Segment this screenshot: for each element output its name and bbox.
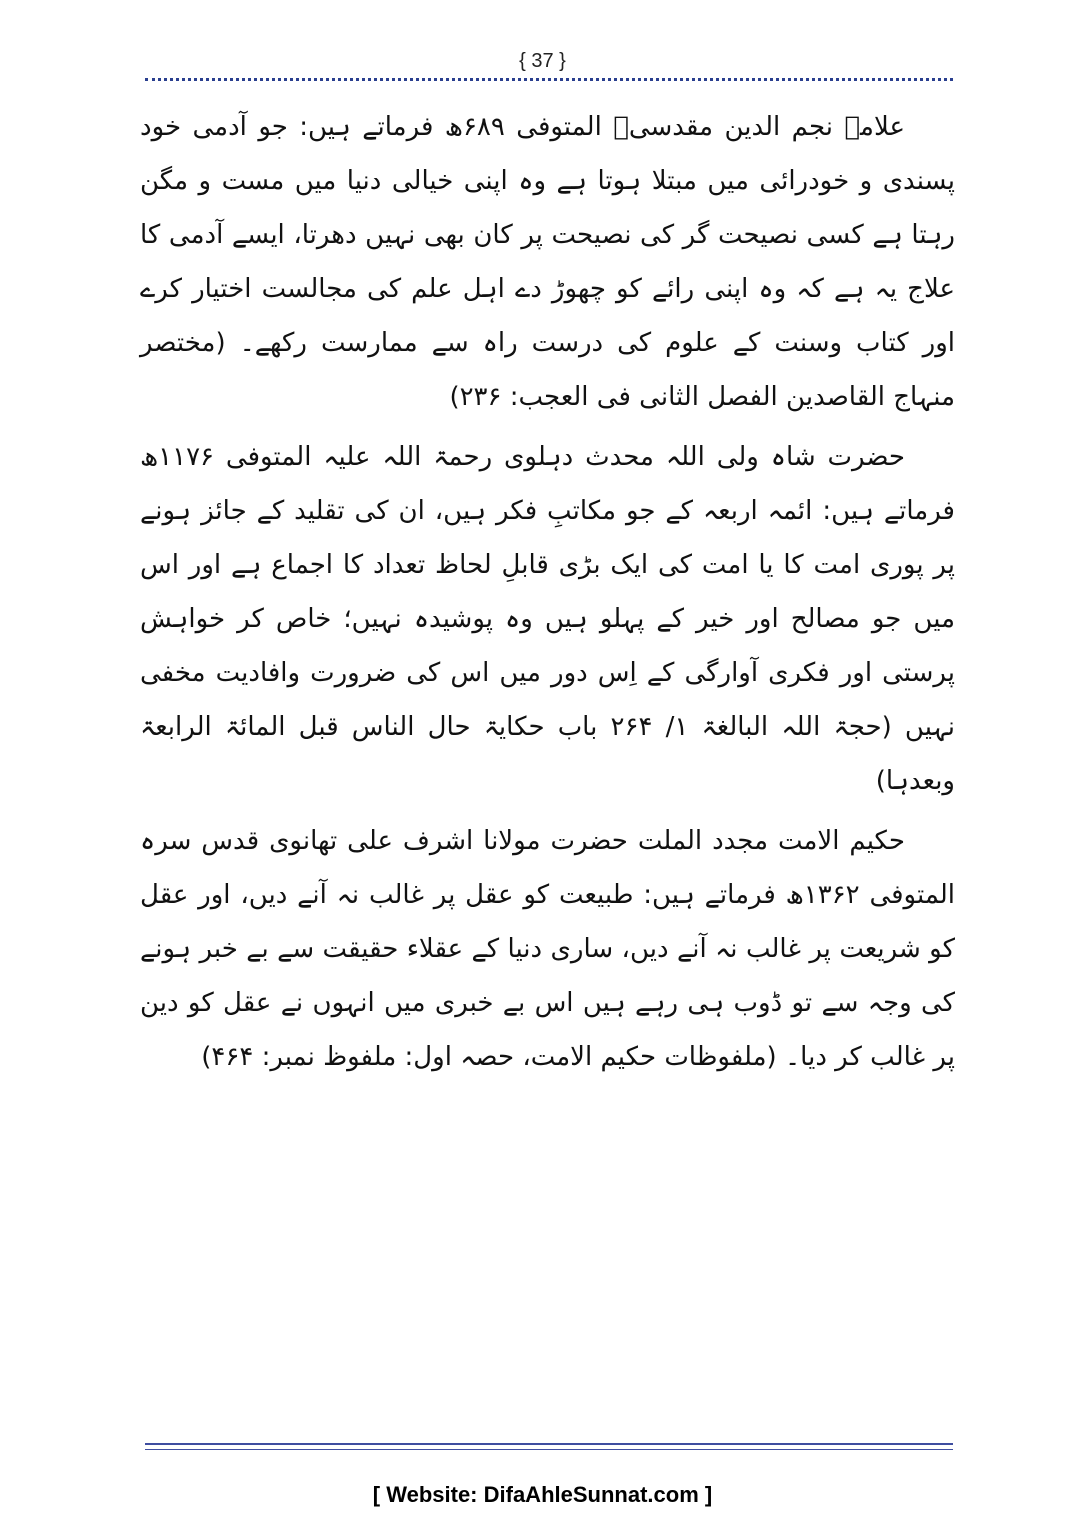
paragraph-najm-uddin: علامہ نجم الدین مقدسیؒ المتوفی ۶۸۹ھ فرماتے ہیں: جو آدمی خود پسندی و خودرائی میں مبتلا ہوتا ہے وہ اپنی خیالی دنیا میں مست و مگن رہتا ہے کسی نصیحت گر کی نصیحت پر کان بھی نہیں دھرتا، ایسے آدمی کا علاج یہ ہے کہ وہ اپنی رائے کو چھوڑ دے اہل علم کی مجالست اختیار کرے اور کتاب وسنت کے علوم کی درست راہ سے ممارست رکھے۔ (مختصر منہاج القاصدین الفصل الثانی فی العجب: ۲۳۶) — [140, 112, 955, 412]
paragraph-ashraf-ali-thanvi: حکیم الامت مجدد الملت حضرت مولانا اشرف علی تھانوی قدس سرہ المتوفی ۱۳۶۲ھ فرماتے ہیں: طبیعت کو عقل پر غالب نہ آنے دیں، اور عقل کو شریعت پر غالب نہ آنے دیں، ساری دنیا کے عقلاء حقیقت سے بے خبر ہونے کی وجہ سے تو ڈوب ہی رہے ہیں اس بے خبری میں انہوں نے عقل کو دین پر غالب کر دیا۔ (ملفوظات حکیم الامت، حصہ اول: ملفوظ نمبر: ۴۶۴) — [140, 826, 955, 1072]
footer-website: [ Website: DifaAhleSunnat.com ] — [372, 1482, 713, 1507]
footer-divider — [145, 1443, 953, 1450]
page-body — [140, 100, 955, 1090]
page-number: { 37 } — [519, 50, 566, 72]
header-divider — [145, 78, 953, 81]
paragraph-shah-waliullah: حضرت شاہ ولی اللہ محدث دہلوی رحمۃ اللہ علیہ المتوفی ۱۱۷۶ھ فرماتے ہیں: ائمہ اربعہ کے جو مکاتبِ فکر ہیں، ان کی تقلید کے جائز ہونے پر پوری امت کا یا امت کی ایک بڑی قابلِ لحاظ تعداد کا اجماع ہے اور اس میں جو مصالح اور خیر کے پہلو ہیں وہ پوشیدہ نہیں؛ خاص کر خواہش پرستی اور فکری آوارگی کے اِس دور میں اس کی ضرورت وافادیت مخفی نہیں (حجۃ اللہ البالغۃ ۱/ ۲۶۴ باب حکایۃ حال الناس قبل المائۃ الرابعۃ وبعدہا) — [140, 442, 956, 796]
